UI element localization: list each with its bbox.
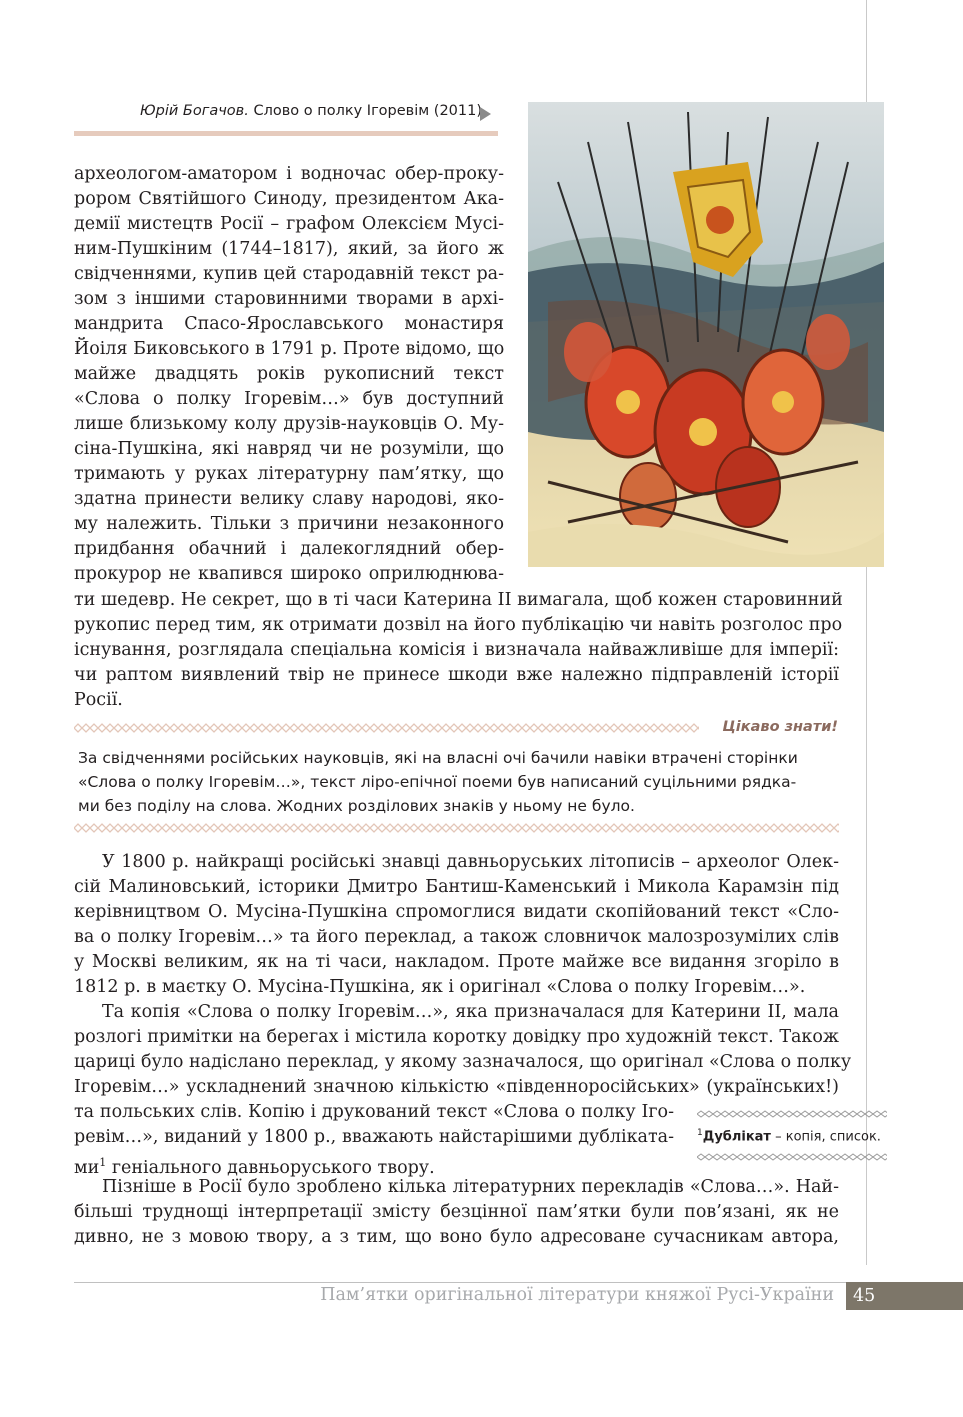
text-line: ревім…», виданий у 1800 р., вважають найстарішими дубліката-: [74, 1127, 674, 1147]
text-line: демії мистецтв Росії – графом Олексієм Мусі-: [74, 214, 504, 234]
wide-text: [74, 588, 843, 713]
text-line: Та копія «Слова о полку Ігоревім…», яка призначалася для Катерини ІІ, мала: [102, 1002, 839, 1022]
infobox-line: За свідченнями російських науковців, які на власні очі бачили навіки втрачені сторінки: [78, 749, 798, 767]
text-line: археологом-аматором і водночас обер-проку-: [74, 164, 504, 184]
paragraph-1: [74, 850, 839, 1000]
paragraph-3: [74, 1175, 839, 1250]
text-line: Пізніше в Росії було зроблено кілька літературних перекладів «Слова…». Най-: [102, 1177, 839, 1197]
text-line: існування, розглядала спеціальна комісія і визначала найважливіше для імперії:: [74, 640, 839, 660]
infobox-bottom-border: [74, 823, 839, 833]
infobox-title: Цікаво знати!: [722, 719, 838, 735]
text-line: керівництвом О. Мусіна-Пушкіна спромоглися видати скопійований текст «Сло-: [74, 902, 839, 922]
footnote-term: Дублікат: [702, 1129, 771, 1145]
footnote-number: 1: [697, 1128, 703, 1138]
footnote-bottom-border: [697, 1153, 887, 1161]
text-line: лише близькому колу друзів-науковців О. Му-: [74, 414, 504, 434]
infobox-top-border: [74, 723, 699, 733]
caption-work: Слово о полку Ігоревім (2011): [253, 103, 483, 119]
text-fragment: геніального давньоруського твору.: [106, 1157, 435, 1178]
text-line: рором Святійшого Синоду, президентом Ака-: [74, 189, 504, 209]
image-caption: [140, 103, 483, 119]
caption-underline: [74, 131, 498, 136]
triangle-right-icon: [480, 107, 491, 121]
caption-author: Юрій Богачов.: [140, 103, 249, 119]
text-line: та польських слів. Копію і друкований текст «Слова о полку Іго-: [74, 1102, 674, 1122]
text-line: чи раптом виявлений твір не принесе шкоди вже належно підправленій історії: [74, 665, 839, 685]
text-line: У 1800 р. найкращі російські знавці давньоруських літописів – археолог Олек-: [102, 852, 839, 872]
text-line: цариці було надіслано переклад, у якому зазначалося, що оригінал «Слова о полку: [74, 1052, 852, 1072]
text-line: Росії.: [74, 690, 123, 710]
text-line: му належить. Тільки з причини незаконного: [74, 514, 504, 534]
footer-rule: [74, 1282, 846, 1283]
text-line: тримають у руках літературну пам’ятку, що: [74, 464, 504, 484]
text-line: Йоіля Биковського в 1791 р. Проте відомо, що: [74, 339, 505, 359]
text-fragment: ми: [74, 1157, 100, 1178]
text-line: розлогі примітки на берегах і містила коротку довідку про художній текст. Також: [74, 1027, 839, 1047]
footnote: [697, 1128, 881, 1144]
text-line: сій Малиновський, історики Дмитро Бантиш-Каменський і Микола Карамзін під: [74, 877, 839, 897]
footnote-definition: – копія, список.: [770, 1129, 881, 1145]
text-line: зом з іншими старовинними творами в архі-: [74, 289, 504, 309]
text-line: більші труднощі інтерпретації змісту безцінної пам’ятки були пов’язані, як не: [74, 1202, 839, 1222]
text-line: рукопис перед тим, як отримати дозвіл на його публікацію чи навіть розголос про: [74, 615, 843, 635]
footnote-ref: 1: [99, 1156, 107, 1169]
text-line: ним-Пушкіним (1744–1817), який, за його ж: [74, 239, 504, 259]
text-line: дивно, не з мовою твору, а з тим, що воно було адресоване сучасникам автора,: [74, 1227, 839, 1247]
page-number: 45: [846, 1282, 963, 1310]
text-line: прокурор не квапився широко оприлюднюва-: [74, 564, 504, 584]
text-line: ва о полку Ігоревім…» та його переклад, а також словничок малозрозумілих слів: [74, 927, 839, 947]
text-line: ти шедевр. Не секрет, що в ті часи Катерина ІІ вимагала, щоб кожен старовинний: [74, 590, 843, 610]
text-line: майже двадцять років рукописний текст: [74, 364, 504, 384]
text-line: здатна принести велику славу народові, яко-: [74, 489, 504, 509]
text-line: Ігоревім…» ускладнений значною кількістю «південноросійських» (українських!): [74, 1077, 839, 1097]
text-line: свідченнями, купив цей стародавній текст ра-: [74, 264, 504, 284]
infobox-line: ми без поділу на слова. Жодних розділових знаків у ньому не було.: [78, 797, 635, 815]
battle-painting: [528, 102, 884, 567]
infobox-text: [78, 746, 838, 818]
text-line: 1812 р. в маєтку О. Мусіна-Пушкіна, як і оригінал «Слова о полку Ігоревім…».: [74, 977, 806, 997]
footnote-top-border: [697, 1110, 887, 1118]
text-line: у Москві великим, як на ті часи, накладом. Проте майже все видання згоріло в: [74, 952, 839, 972]
infobox-line: «Слова о полку Ігоревім…», текст ліро-епічної поеми був написаний суцільними рядка-: [78, 773, 797, 791]
text-line: придбання обачний і далекоглядний обер-: [74, 539, 504, 559]
text-line: сіна-Пушкіна, які навряд чи не розуміли, що: [74, 439, 504, 459]
narrow-column-text: [74, 162, 504, 587]
text-line: мандрита Спасо-Ярославського монастиря: [74, 314, 504, 334]
text-line: «Слова о полку Ігоревім…» був доступний: [74, 389, 504, 409]
footer-title: Пам’ятки оригінальної літератури княжої Русі-України: [320, 1285, 834, 1305]
